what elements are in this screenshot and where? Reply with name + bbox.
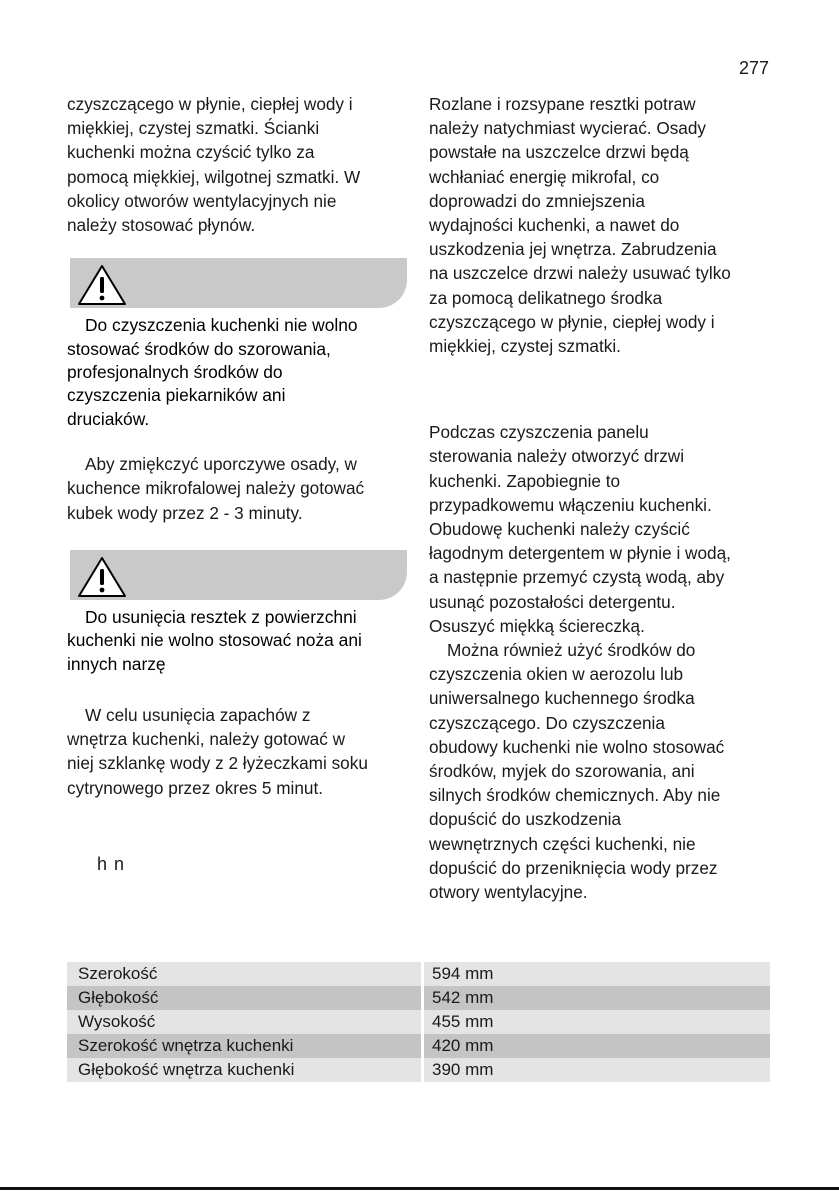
left-paragraph-3: W celu usunięcia zapachów z wnętrza kuchenki, należy gotować w niej szklankę wody z 2 łyżeczkami soku cytrynowego przez okres 5 minut.: [67, 705, 368, 798]
left-paragraph-1: czyszczącego w płynie, ciepłej wody i miękkiej, czystej szmatki. Ścianki kuchenki można czyścić tylko za pomocą miękkiej, wilgotnej szmatki. W okolicy otworów wentylacyjnych nie należy stosować płynów.: [67, 94, 361, 236]
right-paragraph-3: Można również użyć środków do czyszczenia okien w aerozolu lub uniwersalnego kuchennego środka czyszczącego. Do czyszczenia obudowy kuchenki nie wolno stosować środków, myjek do szorowania, ani silnych środków chemicznych. Aby nie dopuścić do uszkodzenia wewnętrznych części kuchenki, nie dopuścić do przeniknięcia wody przez otwory wentylacyjne.: [429, 640, 725, 903]
warning-text-1: Do czyszczenia kuchenki nie wolno stosować środków do szorowania, profesjonalnych środków do czyszczenia piekarników ani druciaków.: [67, 315, 358, 429]
page-bottom-edge: [0, 1187, 839, 1190]
warning-triangle-icon: [76, 555, 128, 599]
spec-label: Głębokość wnętrza kuchenki: [67, 1058, 421, 1082]
specifications-table: [67, 962, 770, 1082]
left-paragraph-2: Aby zmiękczyć uporczywe osady, w kuchence mikrofalowej należy gotować kubek wody przez 2 - 3 minuty.: [67, 454, 365, 523]
right-column: [429, 92, 781, 904]
table-row: [67, 1058, 770, 1082]
right-paragraph-1: Rozlane i rozsypane resztki potraw należy natychmiast wycierać. Osady powstałe na uszczelce drzwi będą wchłaniać energię mikrofal, co doprowadzi do zmniejszenia wydajności kuchenki, a nawet do uszkodzenia jej wnętrza. Zabrudzenia na uszczelce drzwi należy usuwać tylko za pomocą delikatnego środka czyszczącego w płynie, ciepłej wody i miękkiej, czystej szmatki.: [429, 94, 731, 357]
spec-label: Szerokość: [67, 962, 421, 986]
spec-value: 420 mm: [424, 1034, 770, 1058]
right-paragraph-2: Podczas czyszczenia panelu sterowania należy otworzyć drzwi kuchenki. Zapobiegnie to przypadkowemu włączeniu kuchenki. Obudowę kuchenki należy czyścić łagodnym detergentem w płynie i wodą, a następnie przemyć czystą wodą, aby usunąć pozostałości detergentu. Osuszyć miękką ściereczką.: [429, 422, 731, 636]
spec-value: 390 mm: [424, 1058, 770, 1082]
left-column: [67, 92, 412, 876]
table-row: [67, 962, 770, 986]
section-heading-fragment: h n: [97, 853, 126, 874]
spec-value: 455 mm: [424, 1010, 770, 1034]
spec-label: Szerokość wnętrza kuchenki: [67, 1034, 421, 1058]
spec-value: 594 mm: [424, 962, 770, 986]
warning-banner-1: [70, 258, 407, 308]
warning-triangle-icon: [76, 263, 128, 307]
spec-value: 542 mm: [424, 986, 770, 1010]
warning-text-2: Do usunięcia resztek z powierzchni kuchenki nie wolno stosować noża ani innych narzę: [67, 606, 362, 674]
table-row: [67, 1010, 770, 1034]
spec-label: Wysokość: [67, 1010, 421, 1034]
warning-banner-2: [70, 550, 407, 600]
spec-label: Głębokość: [67, 986, 421, 1010]
table-row: [67, 1034, 770, 1058]
table-row: [67, 986, 770, 1010]
page-number: 277: [738, 58, 769, 78]
